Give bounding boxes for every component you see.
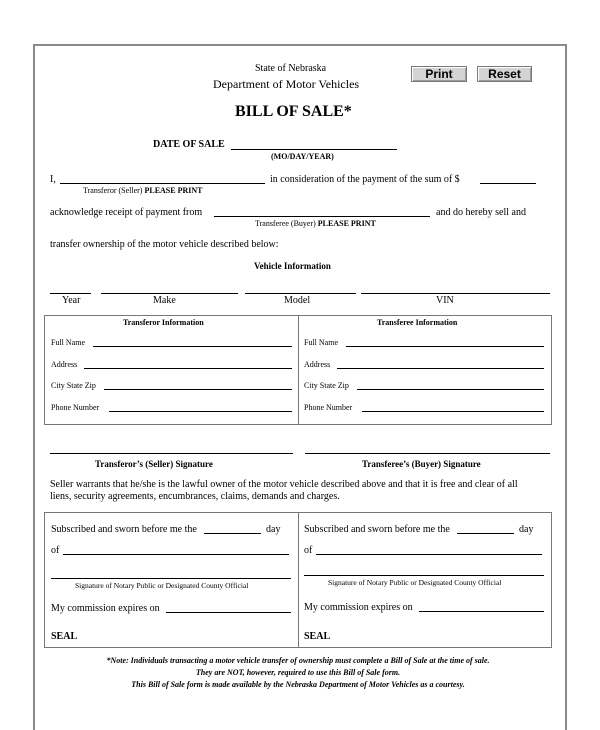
notary-left-subscribed: Subscribed and sworn before me the [51, 524, 197, 535]
transferor-full-name-field[interactable] [93, 346, 292, 347]
buyer-signature-field[interactable] [305, 453, 550, 454]
note-line-3: This Bill of Sale form is made available by the Nebraska Department of Motor Vehicles as a courtesy. [131, 680, 465, 689]
vehicle-make-field[interactable] [101, 293, 238, 294]
date-format-caption: (MO/DAY/YEAR) [271, 152, 334, 161]
transferee-full-name-label: Full Name [304, 338, 338, 347]
warranty-line-1: Seller warrants that he/she is the lawful owner of the motor vehicle described above and that it is free and clear of all [50, 479, 518, 490]
notary-divider [298, 512, 299, 648]
consideration-text: in consideration of the payment of the sum of $ [270, 174, 460, 185]
transferee-info-heading: Transferee Information [377, 318, 458, 327]
transferee-full-name-field[interactable] [346, 346, 544, 347]
vehicle-vin-field[interactable] [361, 293, 550, 294]
notary-left-of-field[interactable] [63, 554, 289, 555]
department-name: Department of Motor Vehicles [213, 77, 360, 91]
date-of-sale-field[interactable] [231, 149, 397, 150]
print-button[interactable]: Print [411, 66, 467, 82]
sell-clear-text: and do hereby sell and [436, 207, 526, 218]
notary-right-day-field[interactable] [457, 533, 514, 534]
sale-amount-field[interactable] [480, 183, 536, 184]
notary-right-sig-caption: Signature of Notary Public or Designated County Official [328, 578, 502, 587]
notary-right-of-field[interactable] [316, 554, 542, 555]
transferor-city-field[interactable] [104, 389, 292, 390]
notary-right-commission-field[interactable] [419, 611, 544, 612]
notary-left-commission-field[interactable] [166, 612, 291, 613]
transferee-name-field[interactable] [214, 216, 430, 217]
transfer-ownership-text: transfer ownership of the motor vehicle described below: [50, 239, 279, 250]
state-name: State of Nebraska [255, 63, 327, 74]
transferee-caption: Transferee (Buyer) PLEASE PRINT [255, 219, 376, 228]
vehicle-info-heading: Vehicle Information [254, 261, 331, 271]
transferor-info-heading: Transferor Information [123, 318, 204, 327]
note-line-1: *Note: Individuals transacting a motor vehicle transfer of ownership must complete a Bill of Sale at the time of sale. [106, 656, 490, 665]
notary-right-of: of [304, 545, 313, 556]
transferor-address-field[interactable] [84, 368, 292, 369]
transferor-name-field[interactable] [60, 183, 265, 184]
transferor-caption: Transferor (Seller) PLEASE PRINT [83, 186, 203, 195]
transferor-full-name-label: Full Name [51, 338, 85, 347]
transferee-address-field[interactable] [337, 368, 544, 369]
vehicle-vin-label: VIN [436, 295, 454, 306]
reset-button[interactable]: Reset [477, 66, 532, 82]
vehicle-make-label: Make [153, 295, 176, 306]
notary-left-day: day [266, 524, 281, 535]
vehicle-model-field[interactable] [245, 293, 356, 294]
transferee-phone-field[interactable] [362, 411, 544, 412]
transferee-address-label: Address [304, 360, 331, 369]
page-title: BILL OF SALE* [235, 103, 352, 120]
notary-right-subscribed: Subscribed and sworn before me the [304, 524, 450, 535]
notary-right-seal: SEAL [304, 631, 331, 642]
notary-right-day: day [519, 524, 534, 535]
notary-left-of: of [51, 545, 60, 556]
transferee-phone-label: Phone Number [304, 403, 353, 412]
date-of-sale-label: DATE OF SALE [153, 139, 225, 150]
notary-left-day-field[interactable] [204, 533, 261, 534]
notary-left-signature-field[interactable] [51, 578, 291, 579]
i-label: I, [50, 174, 56, 185]
seller-signature-label: Transferor’s (Seller) Signature [95, 459, 213, 469]
notary-left-sig-caption: Signature of Notary Public or Designated County Official [75, 581, 249, 590]
vehicle-year-field[interactable] [50, 293, 91, 294]
notary-left-seal: SEAL [51, 631, 78, 642]
notary-right-commission: My commission expires on [304, 602, 413, 613]
transferee-city-label: City State Zip [304, 381, 349, 390]
vehicle-year-label: Year [62, 295, 81, 306]
transferor-phone-label: Phone Number [51, 403, 100, 412]
transferee-city-field[interactable] [357, 389, 544, 390]
notary-right-signature-field[interactable] [304, 575, 544, 576]
notary-left-commission: My commission expires on [51, 603, 160, 614]
transferor-address-label: Address [51, 360, 78, 369]
transferor-phone-field[interactable] [109, 411, 292, 412]
buyer-signature-label: Transferee’s (Buyer) Signature [362, 459, 481, 469]
party-info-divider [298, 315, 299, 425]
vehicle-model-label: Model [284, 295, 311, 306]
seller-signature-field[interactable] [50, 453, 293, 454]
transferor-city-label: City State Zip [51, 381, 96, 390]
acknowledge-text: acknowledge receipt of payment from [50, 207, 203, 218]
note-line-2: They are NOT, however, required to use this Bill of Sale form. [195, 668, 401, 677]
warranty-line-2: liens, security agreements, encumbrances, claims, demands and charges. [50, 491, 340, 502]
